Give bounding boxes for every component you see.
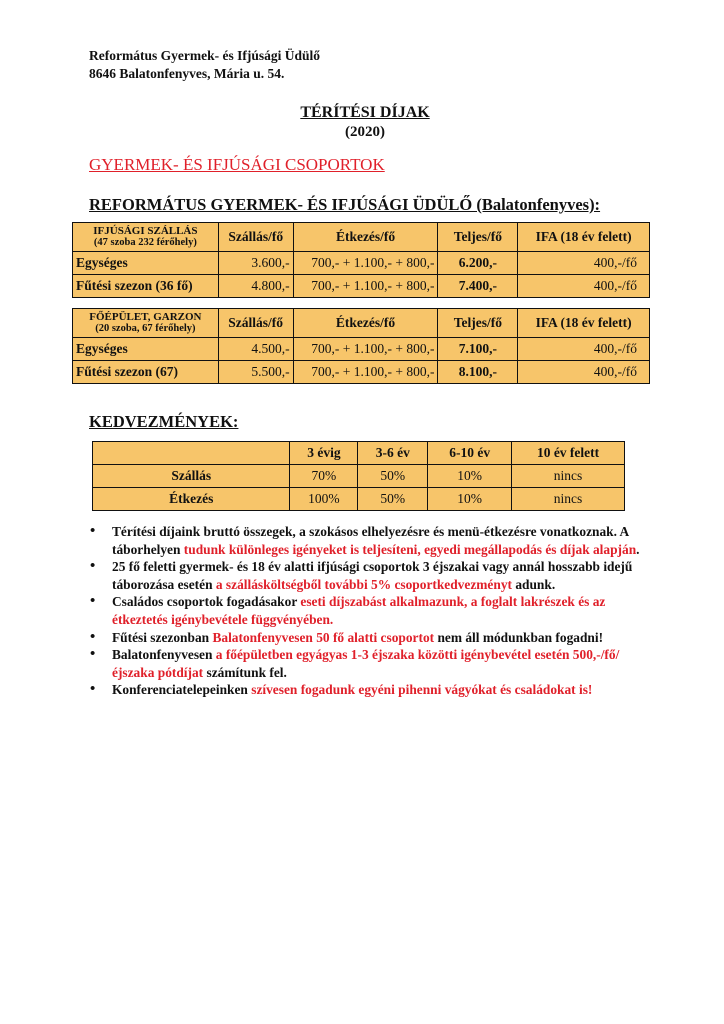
col-header-age-10-plus: 10 év felett <box>512 442 625 465</box>
lodging-value: 4.800,- <box>218 275 293 298</box>
note-item <box>88 593 658 628</box>
meals-value: 700,- + 1.100,- + 800,- <box>293 338 438 361</box>
col-header-ifa: IFA (18 év felett) <box>518 223 650 252</box>
note-item <box>88 523 658 558</box>
table-header-row <box>73 309 650 338</box>
col-header-meals: Étkezés/fő <box>293 223 438 252</box>
discount-value: nincs <box>512 465 625 488</box>
group-heading: GYERMEK- ÉS IFJÚSÁGI CSOPORTOK <box>89 155 385 174</box>
note-text: Konferenciatelepeinken <box>112 682 252 698</box>
col-header-age-6-10: 6-10 év <box>428 442 512 465</box>
discounts-table <box>92 441 625 511</box>
row-label: Fűtési szezon (67) <box>73 361 219 384</box>
note-text: 25 fő feletti gyermek- és 18 év alatti ifjúsági csoportok 3 éjszakai vagy annál hosszabb idejű táborozása esetén <box>112 559 633 592</box>
col-header-lodging: Szállás/fő <box>218 223 293 252</box>
table-name-cell <box>73 223 219 252</box>
row-label: Egységes <box>73 252 219 275</box>
table-row <box>73 275 650 298</box>
row-label: Étkezés <box>93 488 290 511</box>
meals-value: 700,- + 1.100,- + 800,- <box>293 275 438 298</box>
col-header-ifa: IFA (18 év felett) <box>518 309 650 338</box>
col-header-total: Teljes/fő <box>438 223 518 252</box>
row-label: Fűtési szezon (36 fő) <box>73 275 219 298</box>
lodging-value: 4.500,- <box>218 338 293 361</box>
note-item <box>88 558 658 593</box>
org-name: Református Gyermek- és Ifjúsági Üdülő <box>89 48 320 63</box>
total-value: 7.100,- <box>438 338 518 361</box>
lodging-value: 3.600,- <box>218 252 293 275</box>
note-item <box>88 629 658 647</box>
note-highlight: tudunk különleges igényeket is teljesíteni, egyedi megállapodás és díjak alapján <box>183 541 637 557</box>
table-header-row <box>73 223 650 252</box>
col-header-total: Teljes/fő <box>438 309 518 338</box>
note-highlight: a főépületben egyágyas 1-3 éjszaka közötti igénybevétel esetén 500,-/fő/éjszaka pótdíjat <box>112 647 620 680</box>
ifa-value: 400,-/fő <box>518 275 650 298</box>
discount-value: 50% <box>358 465 428 488</box>
discount-value: nincs <box>512 488 625 511</box>
note-text: . <box>636 541 640 557</box>
note-highlight: eseti díjszabást alkalmazunk, a foglalt lakrészek és az étkeztetés igénybevétele függvényében. <box>112 594 606 627</box>
meals-value: 700,- + 1.100,- + 800,- <box>293 252 438 275</box>
table-row <box>73 338 650 361</box>
note-text: adunk. <box>511 576 556 592</box>
note-highlight: a szállásköltségből további 5% csoportkedvezményt <box>215 576 512 592</box>
row-label: Egységes <box>73 338 219 361</box>
table-row <box>73 361 650 384</box>
col-header-age-0-3: 3 évig <box>290 442 358 465</box>
col-header-meals: Étkezés/fő <box>293 309 438 338</box>
price-table-main-building <box>72 308 650 384</box>
ifa-value: 400,-/fő <box>518 361 650 384</box>
note-text: Balatonfenyvesen <box>112 647 216 663</box>
table-row <box>73 252 650 275</box>
table-row <box>93 488 625 511</box>
discount-value: 50% <box>358 488 428 511</box>
ifa-value: 400,-/fő <box>518 252 650 275</box>
note-text: Fűtési szezonban <box>112 629 213 645</box>
discount-value: 70% <box>290 465 358 488</box>
lodging-value: 5.500,- <box>218 361 293 384</box>
page-year: (2020) <box>345 124 385 140</box>
notes-list <box>88 523 658 699</box>
table-name-cell <box>73 309 219 338</box>
note-text: Térítési díjaink bruttó összegek, a szokásos elhelyezésre és menü-étkezésre vonatkoznak. A táborhelyen <box>112 524 629 557</box>
table-capacity: (20 szoba, 67 férőhely) <box>95 323 196 334</box>
venue-heading: REFORMÁTUS GYERMEK- ÉS IFJÚSÁGI ÜDÜLŐ (Balatonfenyves): <box>89 195 601 214</box>
note-text: számítunk fel. <box>203 664 287 680</box>
discount-value: 10% <box>428 465 512 488</box>
note-highlight: Balatonfenyvesen 50 fő alatti csoportot <box>212 629 435 645</box>
note-highlight: szívesen fogadunk egyéni pihenni vágyókat és családokat is! <box>251 682 593 698</box>
total-value: 8.100,- <box>438 361 518 384</box>
empty-corner-cell <box>93 442 290 465</box>
row-label: Szállás <box>93 465 290 488</box>
total-value: 7.400,- <box>438 275 518 298</box>
total-value: 6.200,- <box>438 252 518 275</box>
org-address: 8646 Balatonfenyves, Mária u. 54. <box>89 66 285 81</box>
note-item <box>88 681 658 699</box>
note-text: Családos csoportok fogadásakor <box>112 594 301 610</box>
table-header-row <box>93 442 625 465</box>
col-header-lodging: Szállás/fő <box>218 309 293 338</box>
discount-value: 10% <box>428 488 512 511</box>
table-row <box>93 465 625 488</box>
ifa-value: 400,-/fő <box>518 338 650 361</box>
price-table-youth <box>72 222 650 298</box>
table-name: FŐÉPÜLET, GARZON <box>89 311 202 323</box>
discounts-heading: KEDVEZMÉNYEK: <box>89 412 239 431</box>
table-capacity: (47 szoba 232 férőhely) <box>93 237 197 248</box>
note-item <box>88 646 658 681</box>
page-title: TÉRÍTÉSI DÍJAK <box>300 104 430 121</box>
note-text: nem áll módunkban fogadni! <box>434 629 604 645</box>
discount-value: 100% <box>290 488 358 511</box>
col-header-age-3-6: 3-6 év <box>358 442 428 465</box>
table-name: IFJÚSÁGI SZÁLLÁS <box>93 225 198 237</box>
meals-value: 700,- + 1.100,- + 800,- <box>293 361 438 384</box>
